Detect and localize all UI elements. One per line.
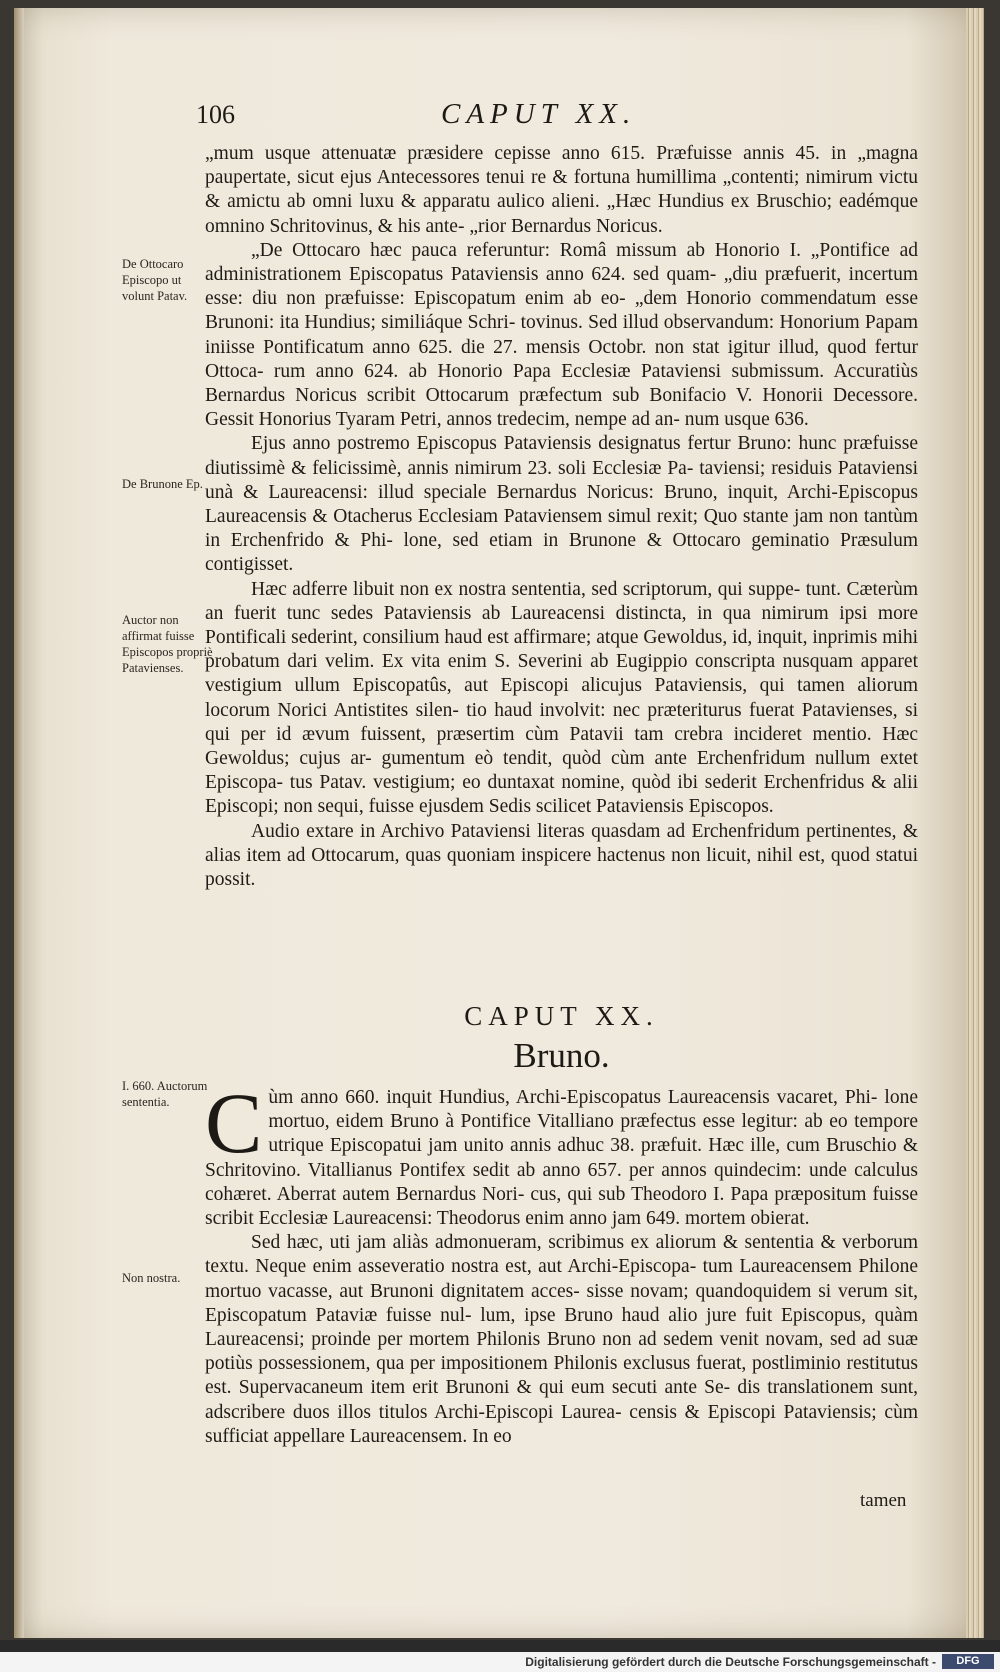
dfg-logo-icon: DFG <box>942 1654 994 1669</box>
page-gutter <box>14 8 24 1638</box>
page-number: 106 <box>196 100 235 129</box>
chapter-heading: CAPUT XX. <box>464 1001 659 1031</box>
paragraph-5: Audio extare in Archivo Pataviensi literas quasdam ad Erchenfridum pertinentes, & alias item ad Ottocarum, quas quoniam inspicere hactenus non licuit, nihil est, quod statui possit. <box>205 820 918 891</box>
body-text-upper <box>205 142 918 892</box>
margin-note-brunone: De Brunone Ep. <box>122 477 203 491</box>
footer-bar <box>0 1652 1000 1672</box>
paragraph-6 <box>205 1075 918 1231</box>
running-head: CAPUT XX. <box>441 98 637 130</box>
body-text-lower <box>205 1075 918 1449</box>
paragraph-4: Hæc adferre libuit non ex nostra sententia, sed scriptorum, qui suppe- tunt. Cæterùm an fuerit tunc sedes Pataviensis ab Laureacensi distincta, in qua nimirum ipsi more Pontificali sederint, consilium haud est affirmare; atque Gewoldus, id, inquit, inprimis mihi probatum dari velim. Ex vita enim S. Severini ab Eugippio conscripta nusquam apparet vestigium ullum Episcopatûs, aut Episcopi alicujus Pataviensis, qui tamen aliorum locorum Norici Antistites silen- tio haud involvit: nec præteriturus fuerat Patavienses, si qui per id ævum fuissent, præsertim cùm Patavii tam crebra incideret mentio. Hæc Gewoldus; cujus ar- gumentum eò tendit, quòd cùm ante Erchenfridum nullum extet Episcopa- tus Patav. vestigium; eo duntaxat nomine, quòd ibi sederit Erchenfridus & alii Episcopi; non sequi, fuisse ejusdem Sedis scilicet Pataviensis Episcopos. <box>205 578 918 818</box>
margin-note-ottocaro: De Ottocaro Episcopo ut volunt Patav. <box>122 257 188 303</box>
paragraph-1: „mum usque attenuatæ præsidere cepisse anno 615. Præfuisse annis 45. in „magna paupertate, sicut ejus Antecessores tenui re & fortuna humillima „contenti; nimirum victu & amictu ab omni luxu & apparatu aulico alieni. „Hæc Hundius ex Bruschio; eadémque omnino Schritovinus, & his ante- „rior Bernardus Noricus. <box>205 143 918 237</box>
page-fore-edge <box>966 8 984 1638</box>
funding-credit: Digitalisierung gefördert durch die Deutsche Forschungsgemeinschaft - <box>525 1655 936 1669</box>
paragraph-7: Sed hæc, uti jam aliàs admonueram, scribimus ex aliorum & sententia & verborum textu. Neque enim asseveratio nostra est, aut Archi-Episcopa- tum Laureacensem Philone mortuo vacasse, aut Brunoni dignitatem acces- sisse novam; quandoquidem si verum sit, Episcopatum Pataviæ fuisse nul- lum, ipse Bruno haud alio jure fuit Episcopus, quàm Laureacensi; proinde per mortem Philonis Bruno non ad sedem venit novam, sed ad suæ potiùs possessionem, qua per impositionem Philonis exclusus fuerat, postliminio restitutus est. Supervacaneum item erit Brunoni & qui eum secuti ante Se- dis translationem sunt, adscribere duos illos titulos Archi-Episcopi Laurea- censis & Episcopi Pataviensis; cùm sufficiat appellare Laureacensem. In eo <box>205 1232 918 1447</box>
margin-note-non-nostra: Non nostra. <box>122 1271 181 1285</box>
paragraph-6-text: ùm anno 660. inquit Hundius, Archi-Episcopatus Laureacensis vacaret, Phi- lone mortuo, eidem Bruno à Pontifice Vitalliano præfectus esse legitur: ab eo tempore utrique Episcopatui jam unito annis adhuc 38. præfuit. Hæc ille, cum Bruschio & Schritovino. Vitallianus Pontifex sedit ab anno 657. per annos quindecim: unde calculus cohæret. Aberrat autem Bernardus Nori- cus, qui sub Theodoro I. Papa præpositum fuisse scribit Ecclesiæ Laureacensi: Theodorus enim anno jam 649. mortem obierat. <box>205 1087 918 1230</box>
paragraph-2: „De Ottocaro hæc pauca referuntur: Româ missum ab Honorio I. „Pontifice ad administrationem Episcopatus Pataviensis anno 624. sed quam- „diu præfuerit, incertum esse: diu non præfuisse: Episcopatum enim ab eo- „dem Honorio commendatum esse Brunoni: ita Hundius; similiáque Schri- tovinus. Sed illud observandum: Honorium Papam iniisse Pontificatum anno 625. die 27. mensis Octobr. non stat igitur illud, quod fertur Ottoca- rum anno 624. ab Honorio Papa Ecclesiæ Pataviensi submissum. Accuratiùs Bernardus Noricus scribit Ottocarum præfectum sub Bonifacio V. Honorii Decessore. Gessit Honorius Tyaram Petri, annos tredecim, nempe ad an- num usque 636. <box>205 239 918 431</box>
drop-cap: C <box>205 1075 263 1171</box>
page-header <box>196 100 916 140</box>
paragraph-3: Ejus anno postremo Episcopus Pataviensis designatus fertur Bruno: hunc præfuisse diutissimè & felicissimè, annis nimirum 23. soli Ecclesiæ Pa- taviensi; residuis Pataviensi unà & Laureacensi: illud speciale Bernardus Noricus: Bruno, inquit, Archi-Episcopus Laureacensis & Otacherus Ecclesiam Pataviensem simul rexit; Quo stante jam non tantùm in Erchenfrido & Phi- lone, sed etiam in Brunone & Ottocaro geminatio Præsulum contigisset. <box>205 433 918 576</box>
chapter-title: Bruno. <box>513 1036 610 1075</box>
catchword: tamen <box>860 1490 907 1511</box>
margin-note-auctor: Auctor non affirmat fuisse Episcopos propriè Patavienses. <box>122 613 213 675</box>
margin-note-660: I. 660. Auctorum sententia. <box>122 1079 208 1109</box>
